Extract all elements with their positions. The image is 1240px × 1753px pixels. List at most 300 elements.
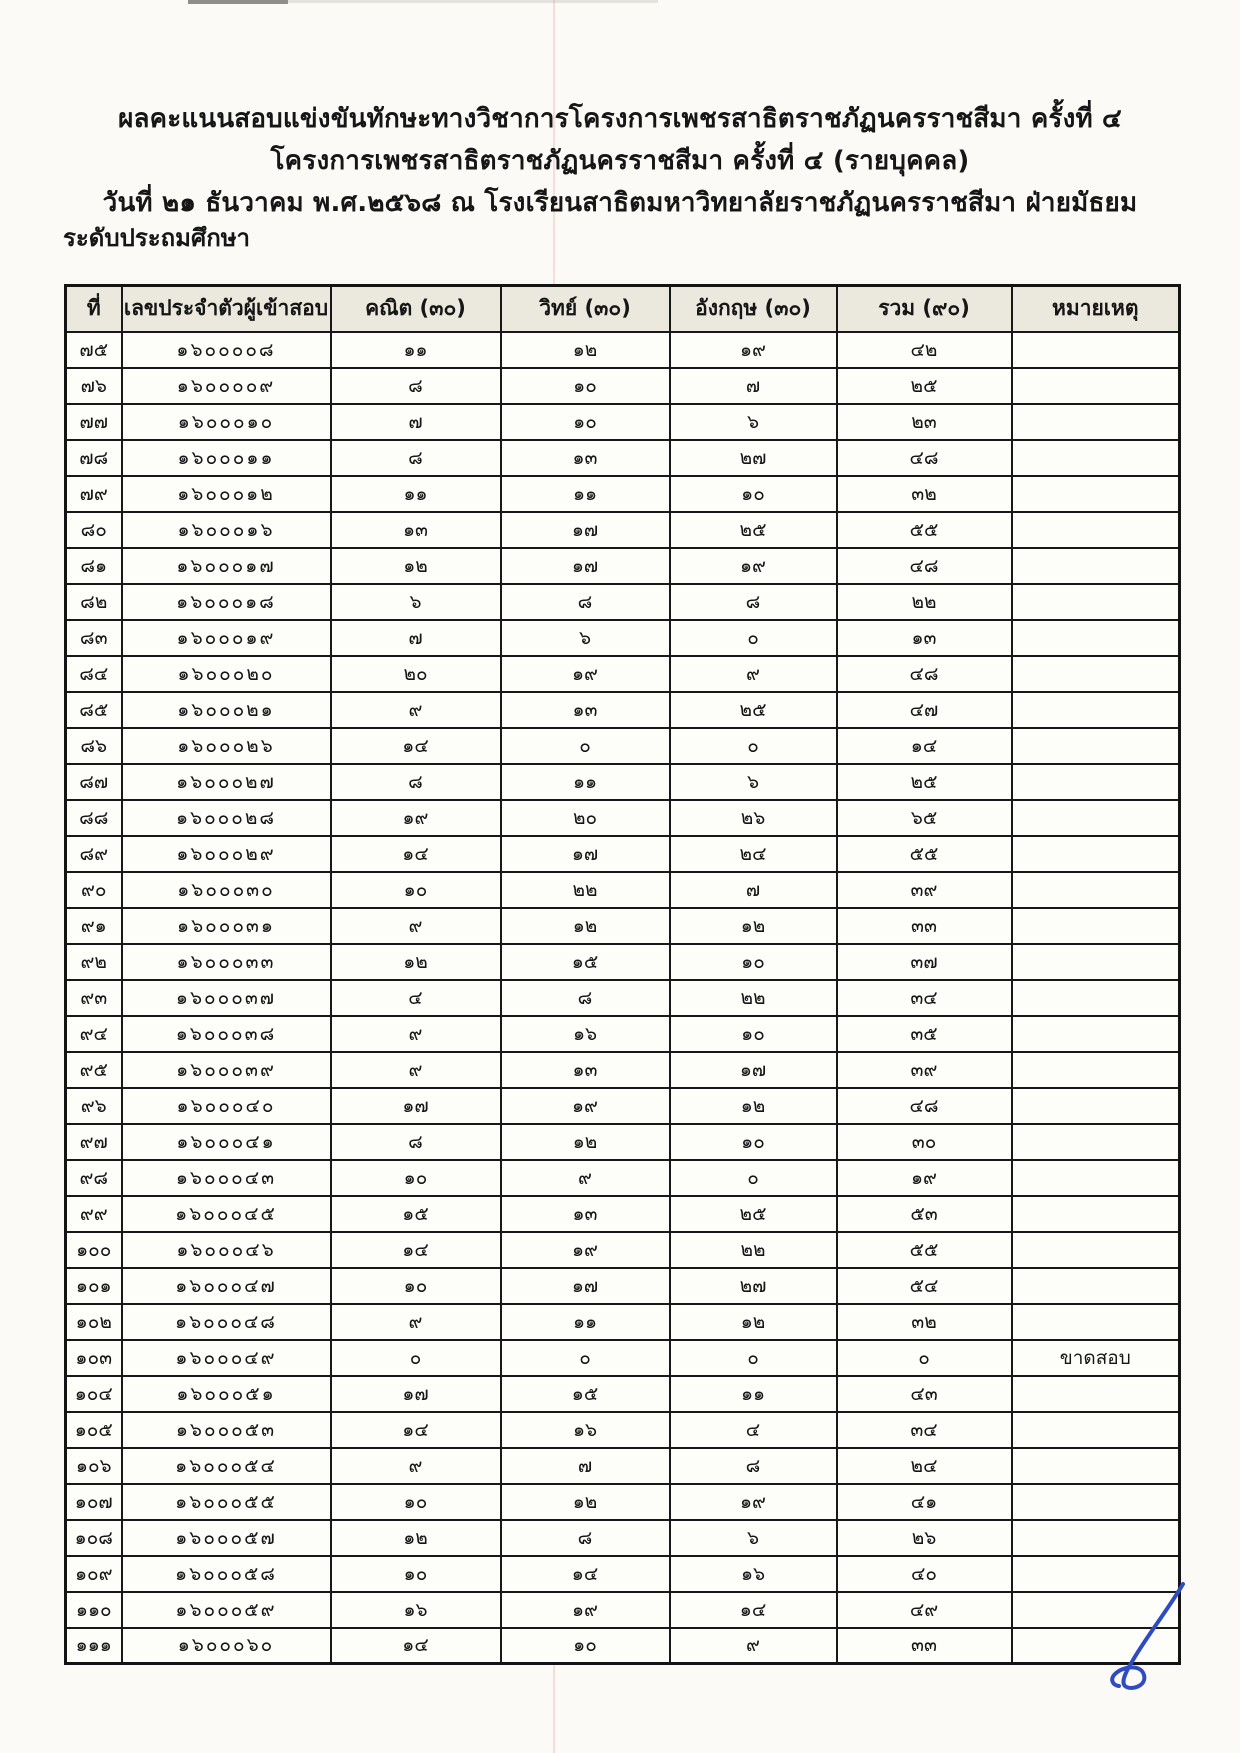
row-number-cell: ๘๐ bbox=[66, 512, 122, 548]
remark-cell bbox=[1012, 1160, 1180, 1196]
table-row bbox=[66, 728, 1180, 764]
remark-cell bbox=[1012, 836, 1180, 872]
candidate-id-cell: ๑๖๐๐๐๑๒ bbox=[122, 476, 331, 512]
math-score-cell: ๒๐ bbox=[331, 656, 501, 692]
candidate-id-cell: ๑๖๐๐๐๓๑ bbox=[122, 908, 331, 944]
remark-cell bbox=[1012, 368, 1180, 404]
remark-cell bbox=[1012, 908, 1180, 944]
science-score-cell: ๐ bbox=[501, 1340, 670, 1376]
science-score-cell: ๑๒ bbox=[501, 908, 670, 944]
candidate-id-cell: ๑๖๐๐๐๔๓ bbox=[122, 1160, 331, 1196]
table-row bbox=[66, 1088, 1180, 1124]
column-header-candidate-id: เลขประจำตัวผู้เข้าสอบ bbox=[122, 286, 331, 332]
total-score-cell: ๐ bbox=[837, 1340, 1012, 1376]
math-score-cell: ๐ bbox=[331, 1340, 501, 1376]
science-score-cell: ๑๑ bbox=[501, 764, 670, 800]
remark-cell bbox=[1012, 656, 1180, 692]
science-score-cell: ๑๐ bbox=[501, 368, 670, 404]
total-score-cell: ๒๕ bbox=[837, 368, 1012, 404]
english-score-cell: ๒๔ bbox=[670, 836, 837, 872]
science-score-cell: ๑๑ bbox=[501, 1304, 670, 1340]
english-score-cell: ๗ bbox=[670, 872, 837, 908]
table-row bbox=[66, 1196, 1180, 1232]
table-row bbox=[66, 440, 1180, 476]
remark-cell bbox=[1012, 1376, 1180, 1412]
science-score-cell: ๗ bbox=[501, 1448, 670, 1484]
candidate-id-cell: ๑๖๐๐๐๔๕ bbox=[122, 1196, 331, 1232]
total-score-cell: ๔๑ bbox=[837, 1484, 1012, 1520]
math-score-cell: ๑๐ bbox=[331, 1556, 501, 1592]
english-score-cell: ๑๙ bbox=[670, 1484, 837, 1520]
table-row bbox=[66, 1592, 1180, 1628]
science-score-cell: ๘ bbox=[501, 980, 670, 1016]
table-row bbox=[66, 692, 1180, 728]
total-score-cell: ๕๕ bbox=[837, 836, 1012, 872]
candidate-id-cell: ๑๖๐๐๐๓๗ bbox=[122, 980, 331, 1016]
math-score-cell: ๑๔ bbox=[331, 1232, 501, 1268]
total-score-cell: ๑๓ bbox=[837, 620, 1012, 656]
table-row bbox=[66, 656, 1180, 692]
table-row bbox=[66, 1124, 1180, 1160]
row-number-cell: ๑๐๑ bbox=[66, 1268, 122, 1304]
document-title-line2: โครงการเพชรสาธิตราชภัฏนครราชสีมา ครั้งที่ ๔ (รายบุคคล) bbox=[270, 146, 970, 176]
row-number-cell: ๙๓ bbox=[66, 980, 122, 1016]
candidate-id-cell: ๑๖๐๐๐๓๙ bbox=[122, 1052, 331, 1088]
total-score-cell: ๓๗ bbox=[837, 944, 1012, 980]
english-score-cell: ๑๙ bbox=[670, 332, 837, 368]
science-score-cell: ๒๐ bbox=[501, 800, 670, 836]
science-score-cell: ๑๒ bbox=[501, 332, 670, 368]
total-score-cell: ๓๔ bbox=[837, 1412, 1012, 1448]
row-number-cell: ๘๙ bbox=[66, 836, 122, 872]
remark-cell bbox=[1012, 728, 1180, 764]
row-number-cell: ๗๖ bbox=[66, 368, 122, 404]
remark-cell bbox=[1012, 944, 1180, 980]
math-score-cell: ๑๐ bbox=[331, 872, 501, 908]
science-score-cell: ๘ bbox=[501, 1520, 670, 1556]
column-header-math: คณิต (๓๐) bbox=[331, 286, 501, 332]
remark-cell bbox=[1012, 620, 1180, 656]
math-score-cell: ๑๗ bbox=[331, 1376, 501, 1412]
remark-cell bbox=[1012, 1592, 1180, 1628]
remark-cell bbox=[1012, 1268, 1180, 1304]
total-score-cell: ๔๓ bbox=[837, 1376, 1012, 1412]
total-score-cell: ๕๕ bbox=[837, 1232, 1012, 1268]
remark-cell bbox=[1012, 872, 1180, 908]
table-row bbox=[66, 1556, 1180, 1592]
science-score-cell: ๖ bbox=[501, 620, 670, 656]
science-score-cell: ๑๗ bbox=[501, 512, 670, 548]
remark-cell bbox=[1012, 332, 1180, 368]
english-score-cell: ๒๒ bbox=[670, 980, 837, 1016]
candidate-id-cell: ๑๖๐๐๐๑๑ bbox=[122, 440, 331, 476]
table-row bbox=[66, 1520, 1180, 1556]
table-row bbox=[66, 476, 1180, 512]
english-score-cell: ๒๗ bbox=[670, 1268, 837, 1304]
english-score-cell: ๘ bbox=[670, 1448, 837, 1484]
score-table-body bbox=[66, 332, 1180, 1664]
table-row bbox=[66, 1268, 1180, 1304]
row-number-cell: ๘๑ bbox=[66, 548, 122, 584]
row-number-cell: ๘๕ bbox=[66, 692, 122, 728]
total-score-cell: ๕๓ bbox=[837, 1196, 1012, 1232]
candidate-id-cell: ๑๖๐๐๐๓๘ bbox=[122, 1016, 331, 1052]
column-header-total: รวม (๙๐) bbox=[837, 286, 1012, 332]
total-score-cell: ๔๒ bbox=[837, 332, 1012, 368]
row-number-cell: ๑๐๗ bbox=[66, 1484, 122, 1520]
table-row bbox=[66, 1232, 1180, 1268]
math-score-cell: ๔ bbox=[331, 980, 501, 1016]
english-score-cell: ๑๙ bbox=[670, 548, 837, 584]
row-number-cell: ๑๐๓ bbox=[66, 1340, 122, 1376]
document-title-line1: ผลคะแนนสอบแข่งขันทักษะทางวิชาการโครงการเพชรสาธิตราชภัฏนครราชสีมา ครั้งที่ ๔ bbox=[118, 104, 1122, 134]
science-score-cell: ๙ bbox=[501, 1160, 670, 1196]
table-row bbox=[66, 1376, 1180, 1412]
candidate-id-cell: ๑๖๐๐๐๔๙ bbox=[122, 1340, 331, 1376]
table-row bbox=[66, 944, 1180, 980]
remark-cell bbox=[1012, 1484, 1180, 1520]
english-score-cell: ๗ bbox=[670, 368, 837, 404]
remark-cell bbox=[1012, 1628, 1180, 1664]
row-number-cell: ๗๘ bbox=[66, 440, 122, 476]
table-row bbox=[66, 512, 1180, 548]
row-number-cell: ๑๐๒ bbox=[66, 1304, 122, 1340]
table-row bbox=[66, 800, 1180, 836]
table-row bbox=[66, 1484, 1180, 1520]
candidate-id-cell: ๑๖๐๐๐๕๓ bbox=[122, 1412, 331, 1448]
table-row bbox=[66, 980, 1180, 1016]
table-row bbox=[66, 872, 1180, 908]
scan-edge-smudge-light bbox=[286, 0, 658, 3]
table-row bbox=[66, 764, 1180, 800]
total-score-cell: ๒๔ bbox=[837, 1448, 1012, 1484]
candidate-id-cell: ๑๖๐๐๐๑๐ bbox=[122, 404, 331, 440]
remark-cell bbox=[1012, 548, 1180, 584]
total-score-cell: ๓๒ bbox=[837, 1304, 1012, 1340]
remark-cell bbox=[1012, 800, 1180, 836]
total-score-cell: ๓๙ bbox=[837, 872, 1012, 908]
table-row bbox=[66, 368, 1180, 404]
english-score-cell: ๐ bbox=[670, 1160, 837, 1196]
total-score-cell: ๑๔ bbox=[837, 728, 1012, 764]
remark-cell bbox=[1012, 1232, 1180, 1268]
science-score-cell: ๑๙ bbox=[501, 1232, 670, 1268]
total-score-cell: ๔๘ bbox=[837, 440, 1012, 476]
remark-cell bbox=[1012, 476, 1180, 512]
row-number-cell: ๙๐ bbox=[66, 872, 122, 908]
math-score-cell: ๑๖ bbox=[331, 1592, 501, 1628]
row-number-cell: ๘๗ bbox=[66, 764, 122, 800]
candidate-id-cell: ๑๖๐๐๐๕๕ bbox=[122, 1484, 331, 1520]
table-row bbox=[66, 1160, 1180, 1196]
remark-cell bbox=[1012, 692, 1180, 728]
english-score-cell: ๐ bbox=[670, 728, 837, 764]
total-score-cell: ๕๔ bbox=[837, 1268, 1012, 1304]
remark-cell bbox=[1012, 440, 1180, 476]
row-number-cell: ๑๐๘ bbox=[66, 1520, 122, 1556]
math-score-cell: ๑๐ bbox=[331, 1160, 501, 1196]
math-score-cell: ๑๑ bbox=[331, 476, 501, 512]
english-score-cell: ๒๕ bbox=[670, 1196, 837, 1232]
math-score-cell: ๑๔ bbox=[331, 1412, 501, 1448]
math-score-cell: ๑๔ bbox=[331, 836, 501, 872]
math-score-cell: ๘ bbox=[331, 1124, 501, 1160]
total-score-cell: ๓๕ bbox=[837, 1016, 1012, 1052]
candidate-id-cell: ๑๖๐๐๐๒๖ bbox=[122, 728, 331, 764]
table-row bbox=[66, 1016, 1180, 1052]
row-number-cell: ๘๔ bbox=[66, 656, 122, 692]
science-score-cell: ๑๖ bbox=[501, 1412, 670, 1448]
total-score-cell: ๓๒ bbox=[837, 476, 1012, 512]
row-number-cell: ๑๐๔ bbox=[66, 1376, 122, 1412]
math-score-cell: ๑๐ bbox=[331, 1484, 501, 1520]
math-score-cell: ๙ bbox=[331, 1448, 501, 1484]
row-number-cell: ๑๑๑ bbox=[66, 1628, 122, 1664]
math-score-cell: ๑๔ bbox=[331, 728, 501, 764]
science-score-cell: ๑๒ bbox=[501, 1124, 670, 1160]
science-score-cell: ๑๗ bbox=[501, 1268, 670, 1304]
english-score-cell: ๑๐ bbox=[670, 944, 837, 980]
english-score-cell: ๑๗ bbox=[670, 1052, 837, 1088]
row-number-cell: ๙๕ bbox=[66, 1052, 122, 1088]
english-score-cell: ๒๗ bbox=[670, 440, 837, 476]
candidate-id-cell: ๑๖๐๐๐๖๐ bbox=[122, 1628, 331, 1664]
candidate-id-cell: ๑๖๐๐๐๔๑ bbox=[122, 1124, 331, 1160]
english-score-cell: ๑๐ bbox=[670, 1124, 837, 1160]
section-label-primary-level: ระดับประถมศึกษา bbox=[63, 224, 251, 252]
english-score-cell: ๑๖ bbox=[670, 1556, 837, 1592]
total-score-cell: ๔๘ bbox=[837, 1088, 1012, 1124]
table-row bbox=[66, 1304, 1180, 1340]
candidate-id-cell: ๑๖๐๐๐๒๙ bbox=[122, 836, 331, 872]
total-score-cell: ๔๐ bbox=[837, 1556, 1012, 1592]
row-number-cell: ๑๐๐ bbox=[66, 1232, 122, 1268]
total-score-cell: ๓๐ bbox=[837, 1124, 1012, 1160]
remark-cell bbox=[1012, 1412, 1180, 1448]
row-number-cell: ๑๐๖ bbox=[66, 1448, 122, 1484]
total-score-cell: ๓๓ bbox=[837, 908, 1012, 944]
math-score-cell: ๙ bbox=[331, 1052, 501, 1088]
science-score-cell: ๑๗ bbox=[501, 836, 670, 872]
candidate-id-cell: ๑๖๐๐๐๔๗ bbox=[122, 1268, 331, 1304]
english-score-cell: ๔ bbox=[670, 1412, 837, 1448]
remark-cell bbox=[1012, 1088, 1180, 1124]
remark-cell: ขาดสอบ bbox=[1012, 1340, 1180, 1376]
total-score-cell: ๓๓ bbox=[837, 1628, 1012, 1664]
total-score-cell: ๖๕ bbox=[837, 800, 1012, 836]
table-row bbox=[66, 1628, 1180, 1664]
science-score-cell: ๑๙ bbox=[501, 1592, 670, 1628]
candidate-id-cell: ๑๖๐๐๐๒๑ bbox=[122, 692, 331, 728]
column-header-science: วิทย์ (๓๐) bbox=[501, 286, 670, 332]
english-score-cell: ๖ bbox=[670, 404, 837, 440]
math-score-cell: ๖ bbox=[331, 584, 501, 620]
english-score-cell: ๐ bbox=[670, 620, 837, 656]
remark-cell bbox=[1012, 512, 1180, 548]
total-score-cell: ๔๗ bbox=[837, 692, 1012, 728]
science-score-cell: ๑๓ bbox=[501, 1196, 670, 1232]
total-score-cell: ๕๕ bbox=[837, 512, 1012, 548]
row-number-cell: ๑๐๙ bbox=[66, 1556, 122, 1592]
math-score-cell: ๗ bbox=[331, 404, 501, 440]
remark-cell bbox=[1012, 404, 1180, 440]
remark-cell bbox=[1012, 1196, 1180, 1232]
row-number-cell: ๘๓ bbox=[66, 620, 122, 656]
candidate-id-cell: ๑๖๐๐๐๐๙ bbox=[122, 368, 331, 404]
row-number-cell: ๙๙ bbox=[66, 1196, 122, 1232]
science-score-cell: ๑๒ bbox=[501, 1484, 670, 1520]
table-row bbox=[66, 908, 1180, 944]
score-table bbox=[64, 284, 1181, 1665]
table-row bbox=[66, 404, 1180, 440]
row-number-cell: ๑๑๐ bbox=[66, 1592, 122, 1628]
row-number-cell: ๙๘ bbox=[66, 1160, 122, 1196]
math-score-cell: ๑๙ bbox=[331, 800, 501, 836]
row-number-cell: ๘๖ bbox=[66, 728, 122, 764]
candidate-id-cell: ๑๖๐๐๐๒๗ bbox=[122, 764, 331, 800]
candidate-id-cell: ๑๖๐๐๐๕๘ bbox=[122, 1556, 331, 1592]
candidate-id-cell: ๑๖๐๐๐๕๔ bbox=[122, 1448, 331, 1484]
math-score-cell: ๙ bbox=[331, 908, 501, 944]
document-title-line3: วันที่ ๒๑ ธันวาคม พ.ศ.๒๕๖๘ ณ โรงเรียนสาธิตมหาวิทยาลัยราชภัฏนครราชสีมา ฝ่ายมัธยม bbox=[102, 188, 1138, 218]
science-score-cell: ๑๙ bbox=[501, 656, 670, 692]
math-score-cell: ๙ bbox=[331, 1016, 501, 1052]
english-score-cell: ๙ bbox=[670, 1628, 837, 1664]
english-score-cell: ๒๕ bbox=[670, 692, 837, 728]
remark-cell bbox=[1012, 1556, 1180, 1592]
english-score-cell: ๒๖ bbox=[670, 800, 837, 836]
science-score-cell: ๑๖ bbox=[501, 1016, 670, 1052]
science-score-cell: ๑๓ bbox=[501, 1052, 670, 1088]
science-score-cell: ๐ bbox=[501, 728, 670, 764]
math-score-cell: ๑๗ bbox=[331, 1088, 501, 1124]
math-score-cell: ๑๕ bbox=[331, 1196, 501, 1232]
candidate-id-cell: ๑๖๐๐๐๓๓ bbox=[122, 944, 331, 980]
table-row bbox=[66, 1448, 1180, 1484]
english-score-cell: ๑๒ bbox=[670, 1088, 837, 1124]
science-score-cell: ๑๕ bbox=[501, 1376, 670, 1412]
science-score-cell: ๑๕ bbox=[501, 944, 670, 980]
english-score-cell: ๘ bbox=[670, 584, 837, 620]
science-score-cell: ๑๓ bbox=[501, 692, 670, 728]
remark-cell bbox=[1012, 1448, 1180, 1484]
remark-cell bbox=[1012, 1304, 1180, 1340]
science-score-cell: ๑๓ bbox=[501, 440, 670, 476]
english-score-cell: ๑๔ bbox=[670, 1592, 837, 1628]
remark-cell bbox=[1012, 1520, 1180, 1556]
math-score-cell: ๑๒ bbox=[331, 548, 501, 584]
science-score-cell: ๑๔ bbox=[501, 1556, 670, 1592]
science-score-cell: ๒๒ bbox=[501, 872, 670, 908]
row-number-cell: ๙๗ bbox=[66, 1124, 122, 1160]
table-row bbox=[66, 1340, 1180, 1376]
candidate-id-cell: ๑๖๐๐๐๒๐ bbox=[122, 656, 331, 692]
table-row bbox=[66, 836, 1180, 872]
math-score-cell: ๗ bbox=[331, 620, 501, 656]
math-score-cell: ๑๐ bbox=[331, 1268, 501, 1304]
math-score-cell: ๙ bbox=[331, 1304, 501, 1340]
math-score-cell: ๘ bbox=[331, 368, 501, 404]
science-score-cell: ๑๐ bbox=[501, 1628, 670, 1664]
candidate-id-cell: ๑๖๐๐๐๐๘ bbox=[122, 332, 331, 368]
english-score-cell: ๑๒ bbox=[670, 1304, 837, 1340]
row-number-cell: ๘๘ bbox=[66, 800, 122, 836]
row-number-cell: ๙๒ bbox=[66, 944, 122, 980]
english-score-cell: ๑๑ bbox=[670, 1376, 837, 1412]
math-score-cell: ๑๒ bbox=[331, 944, 501, 980]
table-row bbox=[66, 584, 1180, 620]
table-row bbox=[66, 1412, 1180, 1448]
science-score-cell: ๑๐ bbox=[501, 404, 670, 440]
candidate-id-cell: ๑๖๐๐๐๕๗ bbox=[122, 1520, 331, 1556]
total-score-cell: ๒๕ bbox=[837, 764, 1012, 800]
row-number-cell: ๗๗ bbox=[66, 404, 122, 440]
science-score-cell: ๑๑ bbox=[501, 476, 670, 512]
english-score-cell: ๑๒ bbox=[670, 908, 837, 944]
math-score-cell: ๑๔ bbox=[331, 1628, 501, 1664]
row-number-cell: ๙๑ bbox=[66, 908, 122, 944]
candidate-id-cell: ๑๖๐๐๐๓๐ bbox=[122, 872, 331, 908]
candidate-id-cell: ๑๖๐๐๐๔๘ bbox=[122, 1304, 331, 1340]
candidate-id-cell: ๑๖๐๐๐๔๖ bbox=[122, 1232, 331, 1268]
remark-cell bbox=[1012, 764, 1180, 800]
total-score-cell: ๔๘ bbox=[837, 548, 1012, 584]
row-number-cell: ๘๒ bbox=[66, 584, 122, 620]
english-score-cell: ๒๒ bbox=[670, 1232, 837, 1268]
english-score-cell: ๖ bbox=[670, 1520, 837, 1556]
english-score-cell: ๙ bbox=[670, 656, 837, 692]
table-row bbox=[66, 1052, 1180, 1088]
total-score-cell: ๒๖ bbox=[837, 1520, 1012, 1556]
total-score-cell: ๑๙ bbox=[837, 1160, 1012, 1196]
score-table-header bbox=[66, 286, 1180, 332]
candidate-id-cell: ๑๖๐๐๐๔๐ bbox=[122, 1088, 331, 1124]
remark-cell bbox=[1012, 980, 1180, 1016]
candidate-id-cell: ๑๖๐๐๐๕๑ bbox=[122, 1376, 331, 1412]
math-score-cell: ๑๑ bbox=[331, 332, 501, 368]
math-score-cell: ๑๓ bbox=[331, 512, 501, 548]
math-score-cell: ๙ bbox=[331, 692, 501, 728]
table-row bbox=[66, 332, 1180, 368]
total-score-cell: ๒๒ bbox=[837, 584, 1012, 620]
candidate-id-cell: ๑๖๐๐๐๑๙ bbox=[122, 620, 331, 656]
scan-edge-smudge bbox=[188, 0, 288, 4]
total-score-cell: ๒๓ bbox=[837, 404, 1012, 440]
math-score-cell: ๘ bbox=[331, 764, 501, 800]
english-score-cell: ๐ bbox=[670, 1340, 837, 1376]
total-score-cell: ๔๙ bbox=[837, 1592, 1012, 1628]
remark-cell bbox=[1012, 1016, 1180, 1052]
science-score-cell: ๘ bbox=[501, 584, 670, 620]
total-score-cell: ๓๙ bbox=[837, 1052, 1012, 1088]
row-number-cell: ๙๖ bbox=[66, 1088, 122, 1124]
math-score-cell: ๑๒ bbox=[331, 1520, 501, 1556]
row-number-cell: ๗๙ bbox=[66, 476, 122, 512]
science-score-cell: ๑๙ bbox=[501, 1088, 670, 1124]
candidate-id-cell: ๑๖๐๐๐๑๘ bbox=[122, 584, 331, 620]
english-score-cell: ๑๐ bbox=[670, 1016, 837, 1052]
english-score-cell: ๖ bbox=[670, 764, 837, 800]
row-number-cell: ๑๐๕ bbox=[66, 1412, 122, 1448]
candidate-id-cell: ๑๖๐๐๐๕๙ bbox=[122, 1592, 331, 1628]
row-number-cell: ๙๔ bbox=[66, 1016, 122, 1052]
column-header-english: อังกฤษ (๓๐) bbox=[670, 286, 837, 332]
table-row bbox=[66, 620, 1180, 656]
remark-cell bbox=[1012, 1052, 1180, 1088]
candidate-id-cell: ๑๖๐๐๐๑๗ bbox=[122, 548, 331, 584]
remark-cell bbox=[1012, 1124, 1180, 1160]
remark-cell bbox=[1012, 584, 1180, 620]
